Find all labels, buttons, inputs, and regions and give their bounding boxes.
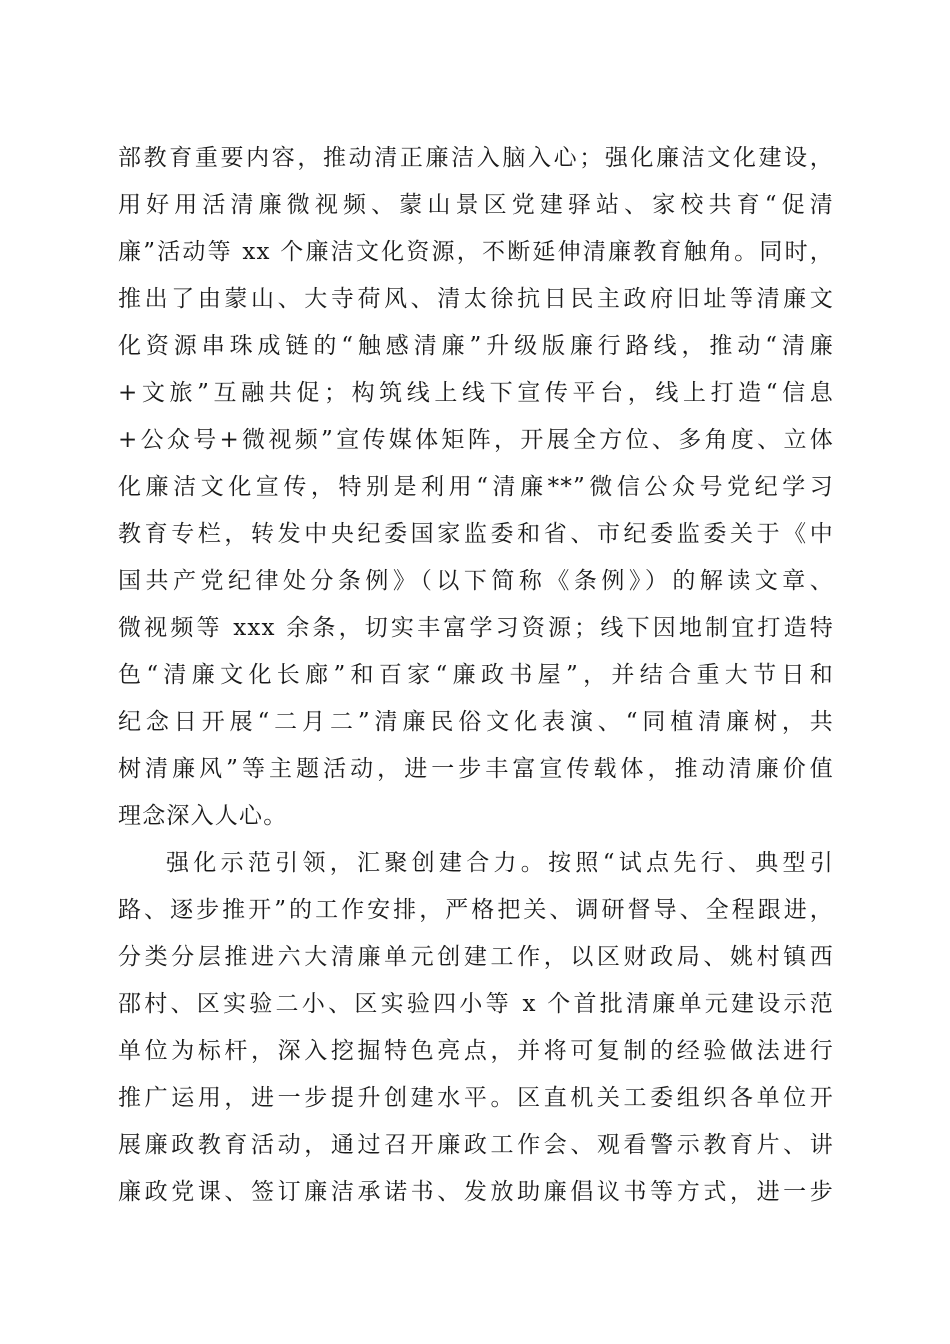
text-line: 色“清廉文化长廊”和百家“廉政书屋”，并结合重大节日和 bbox=[118, 662, 834, 688]
text-line: 廉”活动等 xx 个廉洁文化资源，不断延伸清廉教育触角。同时， bbox=[118, 239, 834, 265]
paragraph-1 bbox=[118, 135, 834, 840]
text-line: 纪念日开展“二月二”清廉民俗文化表演、“同植清廉树，共 bbox=[118, 709, 834, 735]
text-line: 用好用活清廉微视频、蒙山景区党建驿站、家校共育“促清 bbox=[118, 192, 834, 218]
text-line: 推广运用，进一步提升创建水平。区直机关工委组织各单位开 bbox=[118, 1085, 834, 1111]
text-line: 廉政党课、签订廉洁承诺书、发放助廉倡议书等方式，进一步 bbox=[118, 1179, 834, 1205]
text-line: 展廉政教育活动，通过召开廉政工作会、观看警示教育片、讲 bbox=[118, 1132, 834, 1158]
text-line: 教育专栏，转发中央纪委国家监委和省、市纪委监委关于《中 bbox=[118, 521, 834, 547]
text-line: 强化示范引领，汇聚创建合力。按照“试点先行、典型引 bbox=[166, 850, 834, 876]
text-line: 分类分层推进六大清廉单元创建工作，以区财政局、姚村镇西 bbox=[118, 944, 834, 970]
paragraph-2 bbox=[118, 840, 834, 1216]
text-line: 微视频等 xxx 余条，切实丰富学习资源；线下因地制宜打造特 bbox=[118, 615, 834, 641]
text-line: 推出了由蒙山、大寺荷风、清太徐抗日民主政府旧址等清廉文 bbox=[118, 286, 834, 312]
text-line: 国共产党纪律处分条例》（以下简称《条例》）的解读文章、 bbox=[118, 568, 834, 594]
text-line: 部教育重要内容，推动清正廉洁入脑入心；强化廉洁文化建设， bbox=[118, 145, 834, 171]
text-line: 化廉洁文化宣传，特别是利用“清廉**”微信公众号党纪学习 bbox=[118, 474, 834, 500]
text-line: 树清廉风”等主题活动，进一步丰富宣传载体，推动清廉价值 bbox=[118, 756, 834, 782]
text-line: +公众号+微视频”宣传媒体矩阵，开展全方位、多角度、立体 bbox=[118, 427, 834, 453]
text-line: 单位为标杆，深入挖掘特色亮点，并将可复制的经验做法进行 bbox=[118, 1038, 834, 1064]
text-line: +文旅”互融共促；构筑线上线下宣传平台，线上打造“信息 bbox=[118, 380, 834, 406]
text-line: 路、逐步推开”的工作安排，严格把关、调研督导、全程跟进， bbox=[118, 897, 834, 923]
body-text bbox=[118, 135, 834, 1216]
text-line: 化资源串珠成链的“触感清廉”升级版廉行路线，推动“清廉 bbox=[118, 333, 834, 359]
text-line: 理念深入人心。 bbox=[118, 803, 288, 829]
text-line: 邵村、区实验二小、区实验四小等 x 个首批清廉单元建设示范 bbox=[118, 991, 834, 1017]
